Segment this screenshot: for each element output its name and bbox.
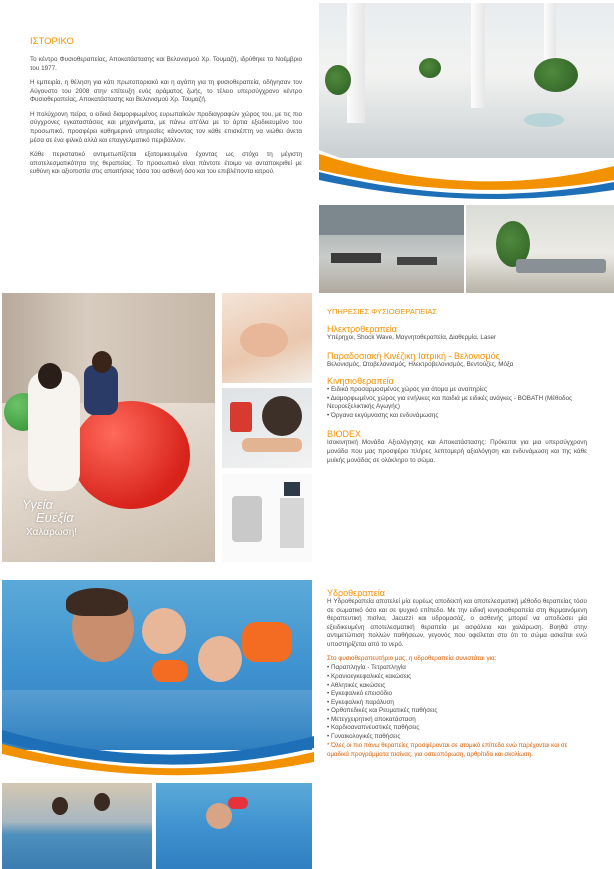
electrotherapy-photo [222, 388, 312, 468]
kinesio-title: Κινησιοθεραπεία [327, 376, 394, 387]
kinesio-list [327, 386, 587, 420]
hydrotherapy-title: Υδροθεραπεία [327, 588, 385, 598]
decorative-swoosh-bottom [2, 718, 314, 784]
list-item: • Καρδιοαναπνευστικές παθήσεις [327, 724, 587, 733]
services-title: ΥΠΗΡΕΣΙΕΣ ΦΥΣΙΟΘΕΡΑΠΕΙΑΣ [327, 307, 438, 316]
list-item: • Όργανα εκγύμνασης και ενδυνάμωσης [327, 412, 587, 421]
tcm-text: Βελονισμός, Ωτοβελονισμός, Ηλεκτροβελονισμός, Βεντούζες, Μόξα [327, 360, 514, 368]
history-paragraph-3: Η πολύχρονη πείρα, ο ειδικά διαμορφωμένος ευρωπαϊκών προδιαγραφών χώρος του, με τις πιο σύγχρονες εγκαταστάσεις και μηχανήματα, με πάνω απ'όλα με το άρτια εξειδικευμένο του προσωπικό, προσφέρει καθημερινά υπηρεσίες κάνοντας τον κάθε επισκέπτη να νιώθει άνετα μέσα σε ένα φιλικό αλλά και επαγγελματικό περιβάλλον. [30, 110, 302, 144]
history-paragraph-2: Η εμπειρία, η θέληση για κάτι πρωτοποριακό και η αγάπη για τη φυσιοθεραπεία, οδήγησαν τον Αύγουστο του 2008 στην επίτευξη ενός οράματος ζωής, το τέλειο υπερσύγχρονο κέντρο Φυσιοθεραπείας, Αποκατάστασης και Βελονισμού Χρ. Τουμαζή. [30, 79, 302, 104]
list-item: • Μετεγχειρητική αποκατάσταση [327, 716, 587, 725]
history-paragraph-4: Κάθε περιστατικό αντιμετωπίζεται εξατομικευμένα έχοντας ως στόχο τη μέγιστη αποτελεσματικότητα της θεραπείας. Το προσωπικό είναι πάντοτε έτοιμο να ανταποκριθεί με ευθύνη και αξιοπιστία στις απαιτήσεις τόσο του ασθενή όσο και του επιβλέποντα ιατρού. [30, 151, 302, 176]
hydrotherapy-list [327, 664, 587, 741]
pool-group-photo [2, 783, 152, 869]
slogan-wellness: Ευεξία [36, 510, 74, 525]
history-paragraph-1: Το κέντρο Φυσιοθεραπείας, Αποκατάστασης και Βελονισμού Χρ. Τουμαζή, ιδρύθηκε το Νοέμβριο του 1977. [30, 56, 302, 72]
biodex-text: Ισοκινητική Μονάδα Αξιολόγησης και Αποκατάστασης: Πρόκειται για μια υπερσύγχρονη μονάδα που μας προσφέρει πλήρες λεπτομερή αξιολόγηση και ενδυνάμωση και της κάθε μυϊκής μονάδας σε ολόκληρο το σώμα. [327, 439, 587, 464]
history-section [30, 36, 302, 183]
hydrotherapy-section [327, 588, 587, 759]
slogan-health: Υγεία [22, 497, 53, 512]
services-section [327, 307, 587, 471]
list-item: • Ορθοπεδικές και Ρευματικές παθήσεις [327, 707, 587, 716]
slogan-relaxation: Χαλάρωση! [26, 527, 78, 538]
acupuncture-photo [222, 293, 312, 383]
tcm-title: Παραδοσιακή Κινέζικη Ιατρική - Βελονισμός [327, 350, 500, 361]
decorative-swoosh [319, 140, 614, 204]
list-item: • Εγκεφαλική παράλυση [327, 699, 587, 708]
list-item: • Διαμορφωμένος χώρος για ενήλικες και παιδιά με ειδικές ανάγκες - BOBATH (Μέθοδος Νευροεξελικτικής Αγωγής) [327, 395, 587, 412]
list-item: • Αθλητικές κακώσεις [327, 682, 587, 691]
hydrotherapy-footnote: * Όλες οι πιο πάνω θεραπείες προσφέρονται σε ατομικό επίπεδο ενώ παρέχονται και σε ομαδικά προγράμματα πισίνας, για οστεοπόρωση, αρθρίτιδα και σκολίωση. [327, 742, 568, 758]
list-item: • Παραπληγία - Τετραπληγία [327, 664, 587, 673]
history-title: ΙΣΤΟΡΙΚΟ [30, 36, 74, 47]
list-item: • Γυναικολογικές παθήσεις [327, 733, 587, 742]
biodex-machine-photo [222, 474, 312, 562]
electrotherapy-text: Υπέρηχοι, Shock Wave, Μαγνητοθεραπεία, Διαθερμία, Laser [327, 334, 497, 341]
lobby-photo [319, 3, 614, 158]
list-item: • Εγκεφαλικό επεισόδιο [327, 690, 587, 699]
electrotherapy-title: Ηλεκτροθεραπεία [327, 324, 397, 334]
waiting-area-photo [466, 205, 614, 293]
biodex-title: BIODEX [327, 429, 362, 440]
list-item: • Ειδικά προσαρμοσμένος χώρος για άτομα με αναπηρίες [327, 386, 587, 395]
slogan [22, 497, 202, 538]
gym-photo [319, 205, 464, 293]
underwater-photo [156, 783, 312, 869]
hydrotherapy-text: Η Υδροθεραπεία αποτελεί μία ευρέως αποδεκτή και αποτελεσματική μέθοδο θεραπείας τόσο σε σωματικό όσο και σε ψυχικό επίπεδο. Με την ειδική κινησιοθεραπεία στη θερμαινόμενη θεραπευτική πισίνα, Jacuzzi και υδρομασάζ, ο ασθενής μπορεί να αποδώσει μία εξειδικευμένη αποτελεσματική θεραπεία με ασφάλεια και χαλάρωση. Βοηθά στην αντιμετώπιση πολλών παθήσεων, γεγονός που οφείλεται στο ότι το σώμα ασκείται ενώ υποστηρίζεται από το νερό. [327, 598, 587, 648]
list-item: • Κρανιοεγκεφαλικές κακώσεις [327, 673, 587, 682]
hydrotherapy-lead: Στο φυσιοθεραπευτήριο μας, η υδροθεραπεία συνιστάται για: [327, 655, 497, 663]
